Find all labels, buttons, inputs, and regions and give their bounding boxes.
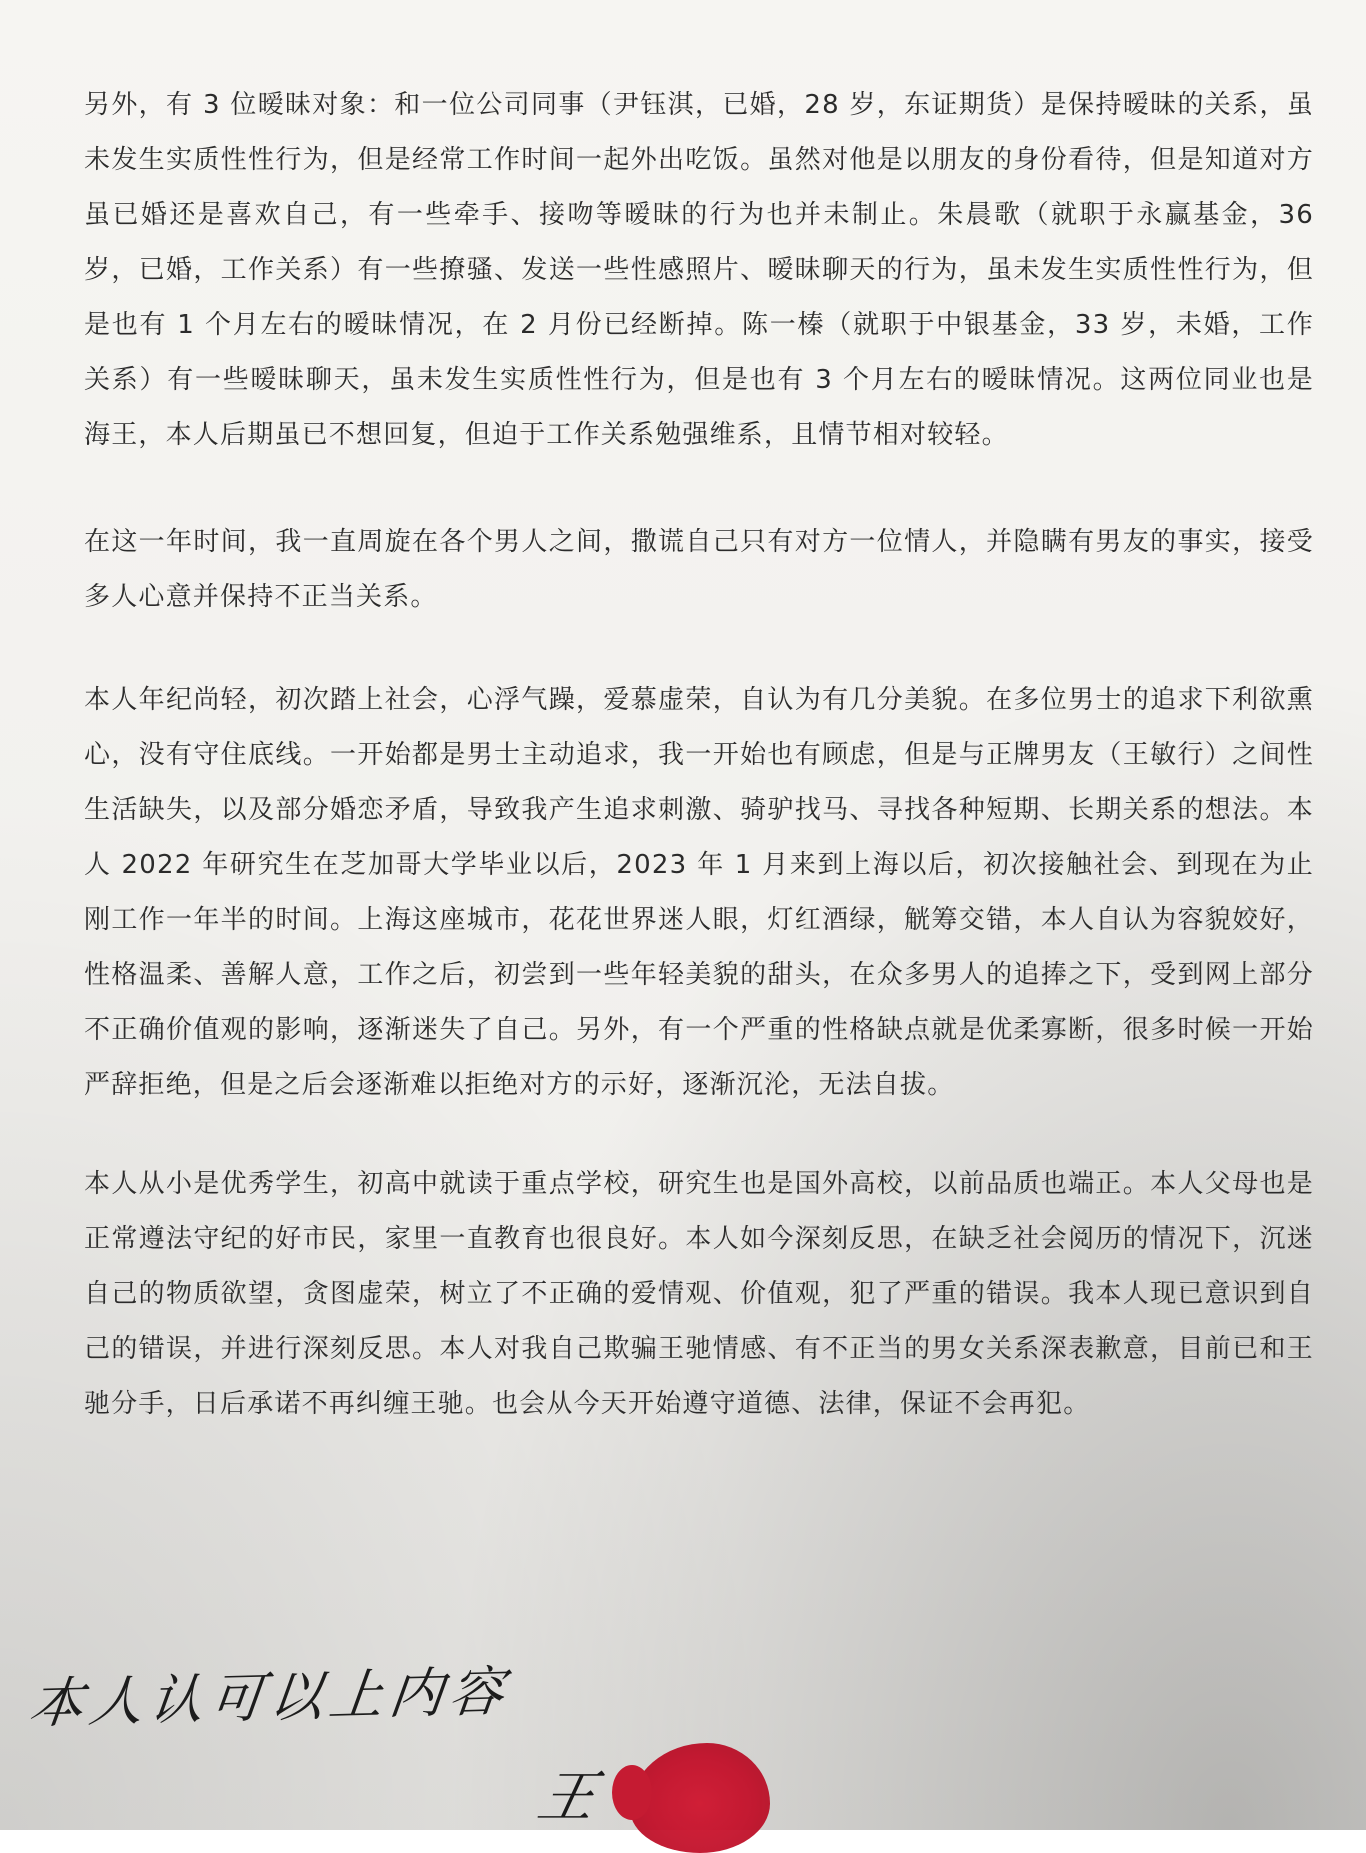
handwritten-acknowledgement: 本人认可以上内容 xyxy=(26,1659,514,1736)
paragraph-ambiguous-relations: 另外，有 3 位暧昧对象：和一位公司同事（尹钰淇，已婚，28 岁，东证期货）是保持暧昧的关系，虽未发生实质性性行为，但是经常工作时间一起外出吃饭。虽然对他是以朋友的身份看待，但是知道对方虽已婚还是喜欢自己，有一些牵手、接吻等暧昧的行为也并未制止。朱晨歌（就职于永赢基金，36 岁，已婚，工作关系）有一些撩骚、发送一些性感照片、暧昧聊天的行为，虽未发生实质性性行为，但是也有 1 个月左右的暧昧情况，在 2 月份已经断掉。陈一榛（就职于中银基金，33 岁，未婚，工作关系）有一些暧昧聊天，虽未发生实质性性行为，但是也有 3 个月左右的暧昧情况。这两位同业也是海王，本人后期虽已不想回复，但迫于工作关系勉强维系，且情节相对较轻。 xyxy=(84,90,1314,450)
letter-body xyxy=(84,78,1314,1484)
paragraph-reasons: 本人年纪尚轻，初次踏上社会，心浮气躁，爱慕虚荣，自认为有几分美貌。在多位男士的追求下利欲熏心，没有守住底线。一开始都是男士主动追求，我一开始也有顾虑，但是与正牌男友（王敏行）之间性生活缺失，以及部分婚恋矛盾，导致我产生追求刺激、骑驴找马、寻找各种短期、长期关系的想法。本人 2022 年研究生在芝加哥大学毕业以后，2023 年 1 月来到上海以后，初次接触社会、到现在为止刚工作一年半的时间。上海这座城市，花花世界迷人眼，灯红酒绿，觥筹交错，本人自认为容貌姣好，性格温柔、善解人意，工作之后，初尝到一些年轻美貌的甜头，在众多男人的追捧之下，受到网上部分不正确价值观的影响，逐渐迷失了自己。另外，有一个严重的性格缺点就是优柔寡断，很多时候一开始严辞拒绝，但是之后会逐渐难以拒绝对方的示好，逐渐沉沦，无法自拔。 xyxy=(84,685,1314,1100)
red-fingerprint-seal xyxy=(630,1743,770,1853)
signature-area xyxy=(532,1745,760,1830)
handwritten-signature: 王 xyxy=(532,1765,606,1830)
paragraph-reflection: 本人从小是优秀学生，初高中就读于重点学校，研究生也是国外高校，以前品质也端正。本人父母也是正常遵法守纪的好市民，家里一直教育也很良好。本人如今深刻反思，在缺乏社会阅历的情况下，沉迷自己的物质欲望，贪图虚荣，树立了不正确的爱情观、价值观，犯了严重的错误。我本人现已意识到自己的错误，并进行深刻反思。本人对我自己欺骗王驰情感、有不正当的男女关系深表歉意，目前已和王驰分手，日后承诺不再纠缠王驰。也会从今天开始遵守道德、法律，保证不会再犯。 xyxy=(84,1169,1314,1419)
paragraph-this-year: 在这一年时间，我一直周旋在各个男人之间，撒谎自己只有对方一位情人，并隐瞒有男友的事实，接受多人心意并保持不正当关系。 xyxy=(84,527,1314,612)
